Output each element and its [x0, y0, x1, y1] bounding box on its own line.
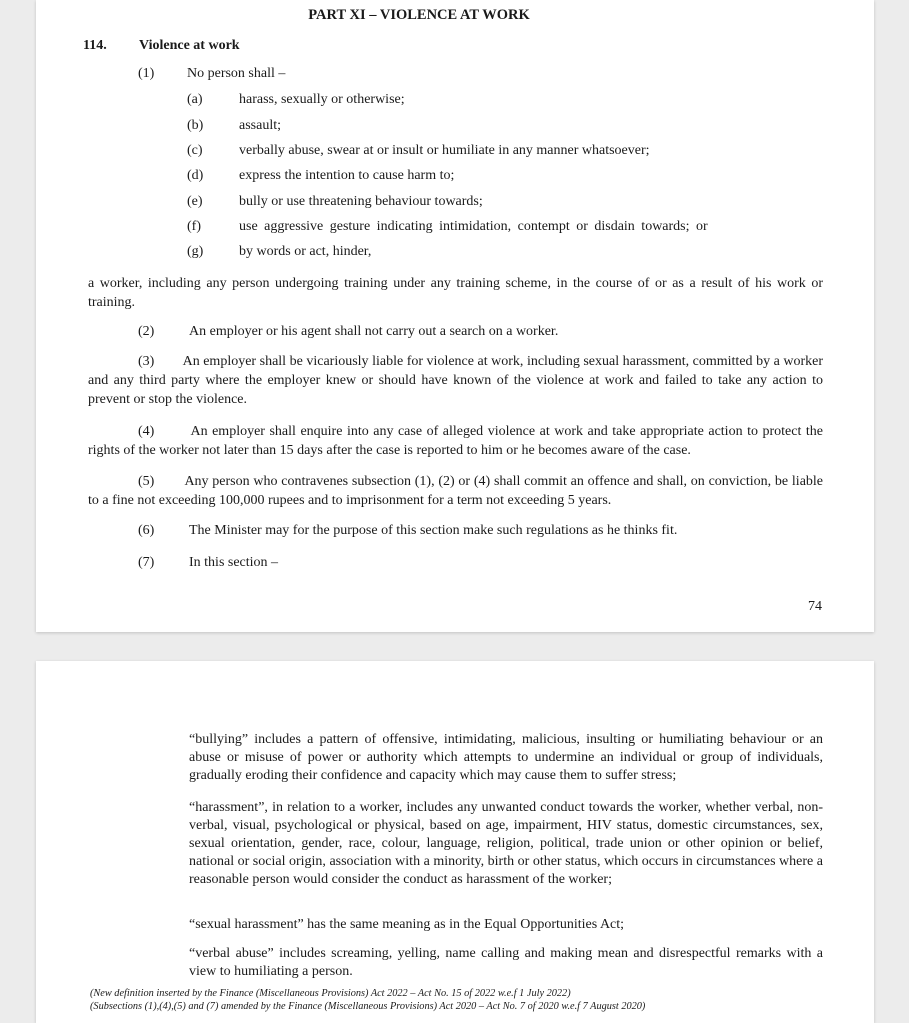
definition-verbal-abuse: “verbal abuse” includes screaming, yelling, name calling and making mean and disrespectful remarks with a view to humiliating a person.	[189, 946, 823, 979]
amendment-note: (New definition inserted by the Finance (Miscellaneous Provisions) Act 2022 – Act No. 15 of 2022 w.e.f 1 July 2022)	[90, 988, 571, 999]
list-item-text: express the intention to cause harm to;	[239, 168, 455, 183]
section-number: 114.	[83, 38, 107, 53]
list-item-text: use aggressive gesture indicating intimidation, contempt or disdain towards; or	[239, 219, 708, 234]
list-item-label: (f)	[187, 219, 201, 234]
subsection-4-number: (4)	[138, 424, 155, 439]
section-title: Violence at work	[139, 38, 240, 53]
subsection-1-number: (1)	[138, 66, 155, 81]
subsection-7-number: (7)	[138, 555, 155, 570]
subsection-6-number: (6)	[138, 523, 155, 538]
list-item-text: verbally abuse, swear at or insult or humiliate in any manner whatsoever;	[239, 143, 650, 158]
subsection-7-text: In this section –	[189, 555, 279, 570]
subsection-2-text: An employer or his agent shall not carry out a search on a worker.	[189, 324, 559, 339]
subsection-5-number: (5)	[138, 474, 155, 489]
subsection-5	[88, 472, 823, 510]
list-item-label: (c)	[187, 143, 203, 158]
list-item-label: (b)	[187, 118, 204, 133]
subsection-6-text: The Minister may for the purpose of this section make such regulations as he thinks fit.	[189, 523, 678, 538]
page-number: 74	[808, 599, 822, 614]
list-item-label: (e)	[187, 194, 203, 209]
subsection-1-text: No person shall –	[187, 66, 286, 81]
subsection-4	[88, 422, 823, 460]
subsection-3-number: (3)	[138, 354, 155, 369]
document-page-1	[36, 0, 874, 632]
list-item-text: by words or act, hinder,	[239, 244, 372, 259]
definition-bullying: “bullying” includes a pattern of offensive, intimidating, malicious, insulting or humiliating behaviour or an abuse or misuse of power or authority which attempts to undermine an individual or group of individuals, gradually eroding their confidence and capacity which may cause them to suffer stress;	[189, 732, 823, 783]
document-page-2	[36, 661, 874, 1023]
list-item-text: assault;	[239, 118, 281, 133]
list-item-text: bully or use threatening behaviour towards;	[239, 194, 483, 209]
list-item-label: (a)	[187, 92, 203, 107]
definition-harassment: “harassment”, in relation to a worker, includes any unwanted conduct towards the worker, whether verbal, non-verbal, visual, psychological or physical, based on age, impairment, HIV status, domestic circumstances, sex, sexual orientation, gender, race, colour, language, religion, political, trade union or other opinion or belief, national or social origin, association with a minority, birth or other status, which occurs in circumstances where a reasonable person would consider the conduct as harassment of the worker;	[189, 800, 823, 887]
definition-sexual-harassment: “sexual harassment” has the same meaning as in the Equal Opportunities Act;	[189, 917, 625, 932]
list-item-label: (g)	[187, 244, 204, 259]
amendment-note: (Subsections (1),(4),(5) and (7) amended by the Finance (Miscellaneous Provisions) Act 2020 – Act No. 7 of 2020 w.e.f 7 August 2020)	[90, 1001, 646, 1012]
subsection-2-number: (2)	[138, 324, 155, 339]
subsection-3-text: An employer shall be vicariously liable for violence at work, including sexual harassment, committed by a worker and any third party where the employer knew or should have known of the violence at work and failed to take any action to prevent or stop the violence.	[88, 354, 823, 407]
list-item-text: harass, sexually or otherwise;	[239, 92, 405, 107]
subsection-5-text: Any person who contravenes subsection (1), (2) or (4) shall commit an offence and shall, on conviction, be liable to a fine not exceeding 100,000 rupees and to imprisonment for a term not exceeding 5 years.	[88, 474, 824, 508]
list-item-label: (d)	[187, 168, 204, 183]
subsection-1-closing: a worker, including any person undergoing training under any training scheme, in the course of or as a result of his work or training.	[88, 276, 823, 310]
subsection-3	[88, 352, 823, 409]
subsection-4-text: An employer shall enquire into any case of alleged violence at work and take appropriate action to protect the rights of the worker not later than 15 days after the case is reported to him or he becomes aware of the case.	[88, 424, 823, 458]
part-title: PART XI – VIOLENCE AT WORK	[308, 7, 530, 23]
